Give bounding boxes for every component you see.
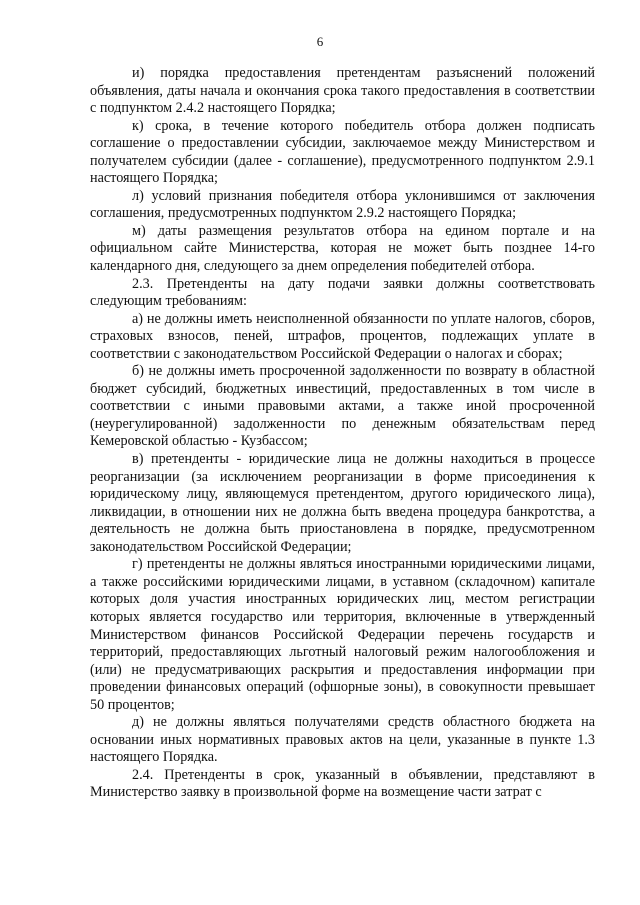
- paragraph-item-v: в) претенденты - юридические лица не должны находиться в процессе реорганизации (за исключением реорганизации в форме присоединения к юридическому лицу, являющемуся претендентом, другого юридического лица), ликвидации, в отношении них не должна быть введена процедура банкротства, а деятельность не должна быть приостановлена в порядке, предусмотренном законодательством Российской Федерации;: [90, 451, 595, 555]
- paragraph-item-i: и) порядка предоставления претендентам разъяснений положений объявления, даты начала и окончания срока такого предоставления в соответствии с подпунктом 2.4.2 настоящего Порядка;: [90, 65, 595, 117]
- paragraph-item-l: л) условий признания победителя отбора уклонившимся от заключения соглашения, предусмотренных подпунктом 2.9.2 настоящего Порядка;: [90, 187, 595, 222]
- document-body: [90, 65, 595, 802]
- paragraph-section-2-4: 2.4. Претенденты в срок, указанный в объявлении, представляют в Министерство заявку в произвольной форме на возмещение части затрат с: [90, 766, 595, 801]
- page-number: 6: [316, 34, 324, 49]
- paragraph-section-2-3: 2.3. Претенденты на дату подачи заявки должны соответствовать следующим требованиям:: [90, 275, 595, 310]
- paragraph-item-a: а) не должны иметь неисполненной обязанности по уплате налогов, сборов, страховых взносов, пеней, штрафов, процентов, подлежащих уплате в соответствии с законодательством Российской Федерации о налогах и сборах;: [90, 310, 595, 362]
- paragraph-item-m: м) даты размещения результатов отбора на едином портале и на официальном сайте Министерства, которая не может быть позднее 14-го календарного дня, следующего за днем определения победителей отбора.: [90, 222, 595, 275]
- paragraph-item-b: б) не должны иметь просроченной задолженности по возврату в областной бюджет субсидий, бюджетных инвестиций, предоставленных в том числе в соответствии с иными правовыми актами, а также иной просроченной (неурегулированной) задолженности по денежным обязательствам перед Кемеровской областью - Кузбассом;: [90, 363, 595, 450]
- paragraph-item-d: д) не должны являться получателями средств областного бюджета на основании иных нормативных правовых актов на цели, указанные в пункте 1.3 настоящего Порядка.: [90, 714, 595, 766]
- paragraph-item-k: к) срока, в течение которого победитель отбора должен подписать соглашение о предоставлении субсидии, заключаемое между Министерством и получателем субсидии (далее - соглашение), предусмотренного подпунктом 2.9.1 настоящего Порядка;: [90, 117, 595, 187]
- paragraph-item-g: г) претенденты не должны являться иностранными юридическими лицами, а также российскими юридическими лицами, в уставном (складочном) капитале которых доля участия иностранных юридических лиц, местом регистрации которых является государство или территория, включенные в утвержденный Министерством финансов Российской Федерации перечень государств и территорий, предоставляющих льготный налоговый режим налогообложения и (или) не предусматривающих раскрытия и предоставления информации при проведении финансовых операций (офшорные зоны), в совокупности превышает 50 процентов;: [90, 556, 595, 713]
